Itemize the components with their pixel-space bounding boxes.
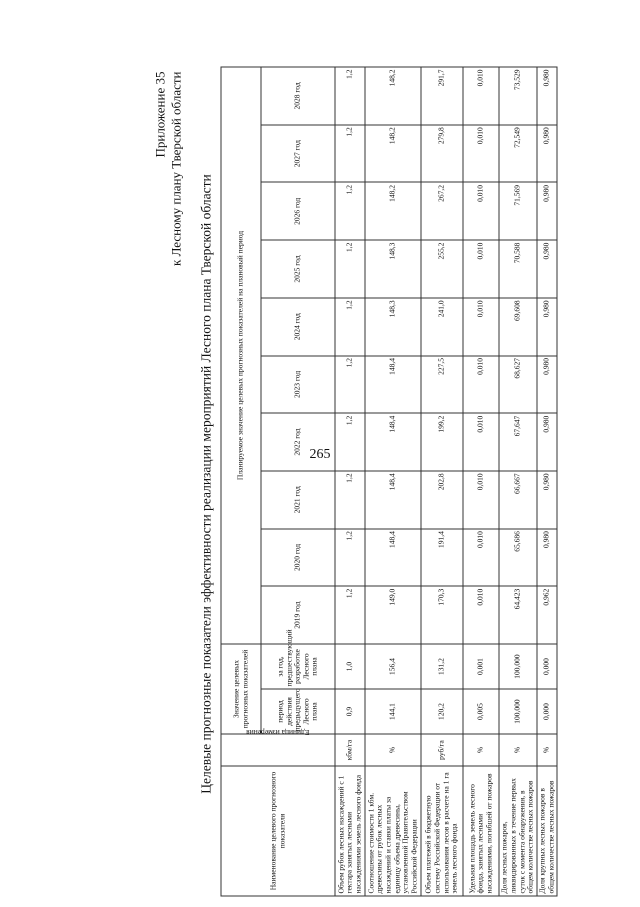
indicator-name: Объем платежей в бюджетную систему Российской Федерации от использования лесов в расчете на 1 га земель лесного фонда	[421, 766, 463, 896]
header-base-values: Значение целевых прогнозных показателей	[221, 644, 261, 734]
header-year: 2027 год	[261, 125, 335, 183]
planned-value: 148,4	[365, 356, 421, 414]
header-year: 2025 год	[261, 240, 335, 298]
planned-value: 191,4	[421, 529, 463, 587]
planned-value: 1,2	[335, 298, 365, 356]
planned-value: 0,980	[537, 413, 557, 471]
indicator-unit: %	[463, 734, 499, 766]
indicator-name: Доля крупных лесных пожаров в общем количестве лесных пожаров	[537, 766, 557, 896]
planned-value: 1,2	[335, 67, 365, 125]
header-base-period: период действия предыдущего Лесного плана	[261, 689, 335, 734]
planned-value: 65,686	[499, 529, 537, 587]
planned-value: 72,549	[499, 125, 537, 183]
planned-value: 149,0	[365, 586, 421, 644]
planned-value: 69,608	[499, 298, 537, 356]
planned-value: 241,0	[421, 298, 463, 356]
appendix-header	[152, 72, 184, 266]
planned-value: 279,8	[421, 125, 463, 183]
planned-value: 0,980	[537, 67, 557, 125]
planned-value: 1,2	[335, 471, 365, 529]
indicator-name: Объем рубок лесных насаждений с 1 гектара занятых лесными насаждениями земель лесного фонда	[335, 766, 365, 896]
planned-value: 148,2	[365, 67, 421, 125]
planned-value: 0,010	[463, 586, 499, 644]
header-year: 2024 год	[261, 298, 335, 356]
header-indicator-name: Наименование целевого прогнозного показателя	[221, 766, 335, 896]
header-year: 2019 год	[261, 586, 335, 644]
planned-value: 202,8	[421, 471, 463, 529]
planned-value: 1,2	[335, 413, 365, 471]
planned-value: 67,647	[499, 413, 537, 471]
header-planned-values: Планируемое значение целевых прогнозных показателей на плановый период	[221, 67, 261, 644]
planned-value: 0,980	[537, 356, 557, 414]
planned-value: 0,980	[537, 529, 557, 587]
planned-value: 148,2	[365, 125, 421, 183]
planned-value: 1,2	[335, 586, 365, 644]
base-year-value: 1,0	[335, 644, 365, 689]
header-year: 2026 год	[261, 182, 335, 240]
header-year: 2020 год	[261, 529, 335, 587]
base-year-value: 131,2	[421, 644, 463, 689]
indicator-name: Соотношение стоимости 1 кбм. древесины от рубок лесных насаждений и ставки платы за единицу объема древесины, установленной Правительством Российской Федерации	[365, 766, 421, 896]
planned-value: 148,3	[365, 240, 421, 298]
base-period-value: 144,1	[365, 689, 421, 734]
planned-value: 0,980	[537, 471, 557, 529]
planned-value: 0,962	[537, 586, 557, 644]
planned-value: 148,4	[365, 529, 421, 587]
planned-value: 0,980	[537, 298, 557, 356]
header-year: 2023 год	[261, 356, 335, 414]
header-unit-label: Единица измерения	[245, 728, 310, 738]
base-period-value: 120,2	[421, 689, 463, 734]
planned-value: 148,3	[365, 298, 421, 356]
header-year: 2028 год	[261, 67, 335, 125]
planned-value: 0,010	[463, 182, 499, 240]
header-unit	[221, 728, 335, 766]
table-row	[463, 67, 499, 896]
table-row	[537, 67, 557, 896]
header-year: 2021 год	[261, 471, 335, 529]
appendix-number: Приложение 35	[152, 71, 167, 158]
indicator-name: Удельная площадь земель лесного фонда, занятых лесными насаждениями, погибшей от пожаров	[463, 766, 499, 896]
planned-value: 0,010	[463, 298, 499, 356]
planned-value: 0,010	[463, 356, 499, 414]
table-row	[335, 67, 365, 896]
planned-value: 68,627	[499, 356, 537, 414]
planned-value: 0,980	[537, 182, 557, 240]
planned-value: 227,5	[421, 356, 463, 414]
indicators-table	[220, 67, 557, 897]
table-row	[499, 67, 537, 896]
planned-value: 71,569	[499, 182, 537, 240]
base-year-value: 100,000	[499, 644, 537, 689]
appendix-subtitle: к Лесному плану Тверской области	[168, 71, 183, 266]
planned-value: 1,2	[335, 182, 365, 240]
planned-value: 170,3	[421, 586, 463, 644]
planned-value: 1,2	[335, 240, 365, 298]
planned-value: 0,010	[463, 529, 499, 587]
indicator-unit: %	[537, 734, 557, 766]
planned-value: 267,2	[421, 182, 463, 240]
planned-value: 1,2	[335, 529, 365, 587]
table-row	[421, 67, 463, 896]
indicator-unit: %	[499, 734, 537, 766]
planned-value: 148,2	[365, 182, 421, 240]
indicator-unit: %	[365, 734, 421, 766]
planned-value: 0,010	[463, 413, 499, 471]
document-title: Целевые прогнозные показатели эффективности реализации мероприятий Лесного плана Тверской области	[198, 174, 213, 794]
planned-value: 0,010	[463, 125, 499, 183]
planned-value: 148,4	[365, 413, 421, 471]
header-base-year: за год, предшествующий разработке Лесного плана	[261, 644, 335, 689]
rotated-sheet	[148, 62, 555, 907]
planned-value: 0,980	[537, 125, 557, 183]
base-year-value: 156,4	[365, 644, 421, 689]
planned-value: 0,010	[463, 67, 499, 125]
planned-value: 0,010	[463, 240, 499, 298]
indicator-unit: руб/га	[421, 734, 463, 766]
planned-value: 73,529	[499, 67, 537, 125]
base-period-value: 0,005	[463, 689, 499, 734]
planned-value: 0,980	[537, 240, 557, 298]
table-row	[365, 67, 421, 896]
planned-value: 148,4	[365, 471, 421, 529]
planned-value: 1,2	[335, 356, 365, 414]
planned-value: 64,423	[499, 586, 537, 644]
planned-value: 199,2	[421, 413, 463, 471]
header-year: 2022 год	[261, 413, 335, 471]
planned-value: 0,010	[463, 471, 499, 529]
planned-value: 66,667	[499, 471, 537, 529]
base-period-value: 0,9	[335, 689, 365, 734]
page-number: 265	[309, 447, 331, 462]
planned-value: 291,7	[421, 67, 463, 125]
base-year-value: 0,000	[537, 644, 557, 689]
base-period-value: 100,000	[499, 689, 537, 734]
base-year-value: 0,001	[463, 644, 499, 689]
planned-value: 255,2	[421, 240, 463, 298]
indicator-name: Доля лесных пожаров, ликвидированных в течение первых суток с момента обнаружения, в общем количестве лесных пожаров	[499, 766, 537, 896]
base-period-value: 0,000	[537, 689, 557, 734]
planned-value: 70,588	[499, 240, 537, 298]
planned-value: 1,2	[335, 125, 365, 183]
indicator-unit: кбм/га	[335, 734, 365, 766]
